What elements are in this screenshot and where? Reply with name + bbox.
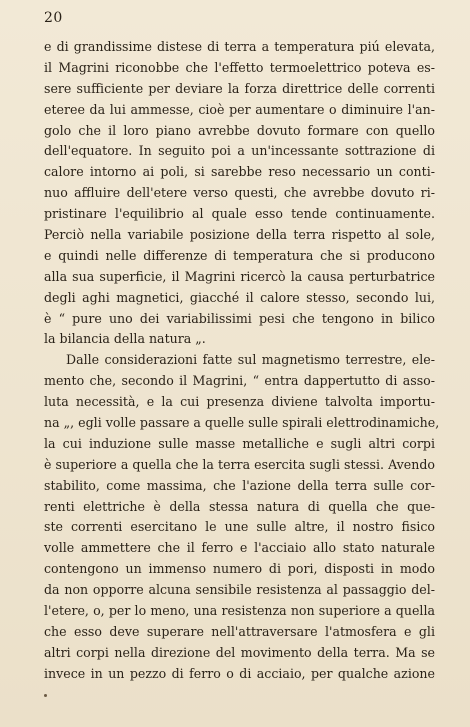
- text-line: alla sua superficie, il Magrini ricercò la causa perturbatrice: [44, 268, 435, 284]
- text-line: è “ pure uno dei variabilissimi pesi che tengono in bilico: [44, 310, 435, 326]
- text-line: dell'equatore. In seguito poi a un'incessante sottrazione di: [44, 143, 435, 159]
- text-line: sere sufficiente per deviare la forza direttrice delle correnti: [44, 80, 435, 96]
- text-line: pristinare l'equilibrio al quale esso tende continuamente.: [44, 206, 435, 222]
- text-line: volle ammettere che il ferro e l'acciaio allo stato naturale: [44, 540, 435, 556]
- text-line: degli aghi magnetici, giacché il calore stesso, secondo lui,: [44, 289, 435, 305]
- text-line: altri corpi nella direzione del movimento della terra. Ma se: [44, 644, 435, 660]
- text-line: ste correnti esercitano le une sulle altre, il nostro fisico: [44, 519, 435, 535]
- page-number: 20: [44, 10, 63, 26]
- text-line: è superiore a quella che la terra esercita sugli stessi. Avendo: [44, 456, 435, 472]
- text-line: na „, egli volle passare a quelle sulle spirali elettrodinamiche,: [44, 415, 440, 431]
- text-line: eteree da lui ammesse, cioè per aumentare o diminuire l'an-: [44, 101, 435, 117]
- text-line: la bilancia della natura „.: [44, 331, 206, 347]
- text-line: la cui induzione sulle masse metalliche e sugli altri corpi: [44, 435, 435, 451]
- text-line: luta necessità, e la cui presenza diviene talvolta importu-: [44, 394, 435, 410]
- text-line: mento che, secondo il Magrini, “ entra dappertutto di asso-: [44, 373, 435, 389]
- text-line: renti elettriche è della stessa natura di quella che que-: [44, 498, 435, 514]
- text-line: l'etere, o, per lo meno, una resistenza non superiore a quella: [44, 603, 435, 619]
- text-line: golo che il loro piano avrebbe dovuto formare con quello: [44, 122, 435, 138]
- text-line: e di grandissime distese di terra a temperatura piú elevata,: [44, 39, 435, 54]
- text-line: il Magrini riconobbe che l'effetto termoelettrico poteva es-: [44, 59, 435, 75]
- text-line: invece in un pezzo di ferro o di acciaio, per qualche azione: [44, 665, 435, 681]
- body-text: [44, 37, 440, 685]
- text-line: Dalle considerazioni fatte sul magnetismo terrestre, ele-: [66, 352, 435, 368]
- text-line: nuo affluire dell'etere verso questi, che avrebbe dovuto ri-: [44, 185, 435, 201]
- paper-speck: [44, 694, 47, 697]
- text-line: Perciò nella variabile posizione della terra rispetto al sole,: [44, 227, 435, 243]
- text-line: da non opporre alcuna sensibile resistenza al passaggio del-: [44, 582, 435, 598]
- text-line: contengono un immenso numero di pori, disposti in modo: [44, 561, 435, 577]
- text-line: stabilito, come massima, che l'azione della terra sulle cor-: [44, 477, 435, 493]
- text-line: che esso deve superare nell'attraversare l'atmosfera e gli: [44, 623, 435, 639]
- text-line: calore intorno ai poli, si sarebbe reso necessario un conti-: [44, 164, 435, 180]
- text-line: e quindi nelle differenze di temperatura che si producono: [44, 247, 435, 263]
